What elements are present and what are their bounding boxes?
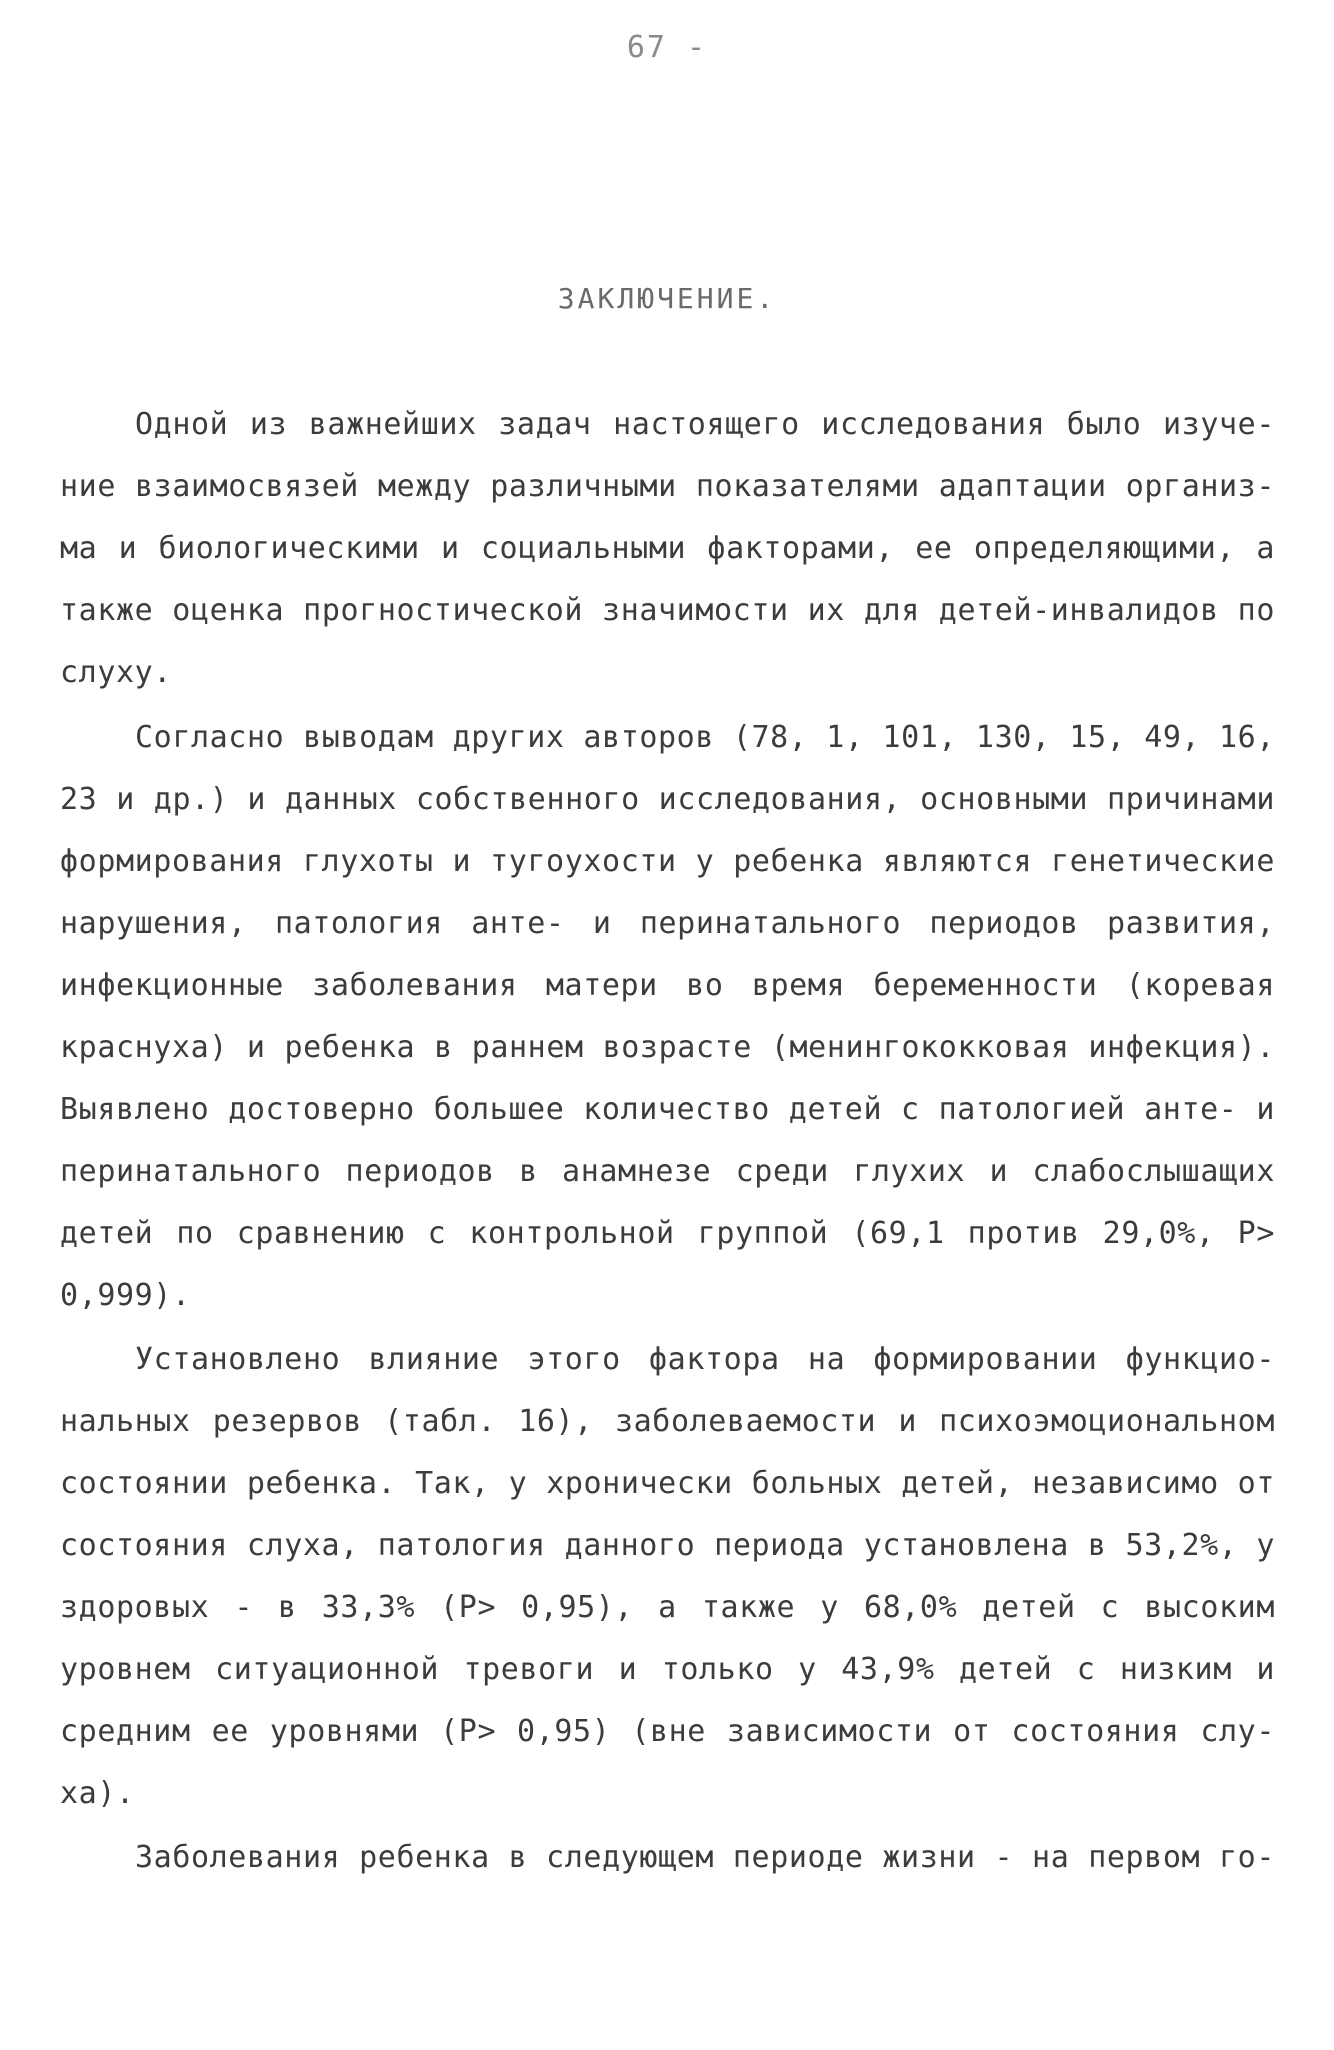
text-line: уровнем ситуационной тревоги и только у 43,9% детей с низким и: [60, 1652, 1275, 1687]
text-line: формирования глухоты и тугоухости у ребенка являются генетические: [60, 844, 1275, 879]
text-line: Согласно выводам других авторов (78, 1, 101, 130, 15, 49, 16,: [135, 720, 1275, 755]
text-line: ха).: [60, 1776, 135, 1811]
text-line: краснуха) и ребенка в раннем возрасте (менингококковая инфекция).: [60, 1030, 1275, 1065]
text-line: здоровых - в 33,3% (P> 0,95), а также у 68,0% детей с высоким: [60, 1590, 1275, 1625]
text-line: средним ее уровнями (P> 0,95) (вне зависимости от состояния слу-: [60, 1714, 1275, 1749]
text-line: Заболевания ребенка в следующем периоде жизни - на первом го-: [135, 1840, 1275, 1875]
text-line: ние взаимосвязей между различными показателями адаптации организ-: [60, 469, 1275, 504]
page-number: 67 -: [626, 30, 708, 65]
text-line: Одной из важнейших задач настоящего исследования было изуче-: [135, 407, 1275, 442]
text-line: состоянии ребенка. Так, у хронически больных детей, независимо от: [60, 1466, 1275, 1501]
text-line: Выявлено достоверно большее количество детей с патологией анте- и: [60, 1092, 1275, 1127]
text-line: 0,999).: [60, 1278, 191, 1313]
text-line: ма и биологическими и социальными факторами, ее определяющими, а: [60, 531, 1275, 566]
text-line: слуху.: [60, 655, 172, 690]
text-line: нальных резервов (табл. 16), заболеваемости и психоэмоциональном: [60, 1404, 1275, 1439]
text-line: состояния слуха, патология данного периода установлена в 53,2%, у: [60, 1528, 1275, 1563]
text-line: детей по сравнению с контрольной группой (69,1 против 29,0%, P>: [60, 1216, 1275, 1251]
text-line: также оценка прогностической значимости их для детей-инвалидов по: [60, 593, 1275, 628]
text-line: Установлено влияние этого фактора на формировании функцио-: [135, 1342, 1275, 1377]
text-line: перинатального периодов в анамнезе среди глухих и слабослышащих: [60, 1154, 1275, 1189]
section-heading: ЗАКЛЮЧЕНИЕ.: [557, 282, 777, 315]
text-line: инфекционные заболевания матери во время беременности (коревая: [60, 968, 1275, 1003]
text-line: 23 и др.) и данных собственного исследования, основными причинами: [60, 782, 1275, 817]
text-line: нарушения, патология анте- и перинатального периодов развития,: [60, 906, 1275, 941]
